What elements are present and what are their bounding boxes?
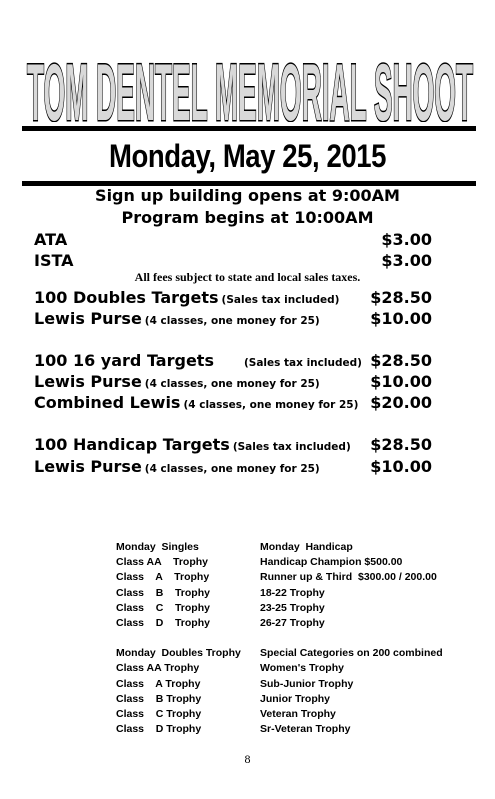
banner-title-text: TOM DENTEL MEMORIAL SHOOT [27, 47, 474, 122]
fee-amount: $3.00 [381, 230, 432, 249]
banner-title [20, 10, 480, 122]
page-number: 8 [244, 752, 251, 766]
event-row [34, 372, 432, 391]
event-amount: $28.50 [370, 351, 432, 370]
event-row [34, 457, 432, 476]
program-line: Program begins at 10:00AM [121, 208, 374, 227]
award-left: Class D Trophy [116, 723, 202, 736]
award-right: Monday Handicap [260, 541, 353, 553]
award-left: Class AA Trophy [116, 662, 200, 675]
event-note: (4 classes, one money for 25) [144, 315, 320, 327]
award-left: Class AA Trophy [116, 556, 208, 569]
event-note: (Sales tax included) [232, 441, 351, 453]
award-row [116, 646, 476, 661]
award-right: Runner up & Third $300.00 / 200.00 [260, 571, 437, 584]
award-row [116, 661, 476, 676]
award-right: Veteran Trophy [260, 707, 336, 720]
event-amount: $20.00 [370, 393, 432, 412]
banner-title-art [20, 10, 480, 122]
event-amount: $10.00 [370, 372, 432, 391]
event-note: (4 classes, one money for 25) [144, 378, 320, 390]
event-name: Combined Lewis [34, 393, 181, 412]
event-row [34, 288, 432, 307]
event-row [34, 393, 432, 412]
event-amount: $10.00 [370, 457, 432, 476]
top-rule [22, 126, 476, 131]
event-note: (Sales tax included) [221, 294, 340, 306]
event-name: Lewis Purse [34, 372, 142, 391]
event-amount: $28.50 [370, 435, 432, 454]
fee-row-ata [34, 230, 432, 249]
award-right: Sub-Junior Trophy [260, 677, 354, 690]
fee-amount: $3.00 [381, 251, 432, 270]
event-name: 100 16 yard Targets [34, 351, 214, 370]
award-left: Class D Trophy [116, 616, 210, 629]
award-row [116, 707, 476, 722]
award-right: Women's Trophy [260, 662, 344, 675]
award-row [116, 677, 476, 692]
award-left: Class A Trophy [116, 571, 210, 584]
award-left: Monday Singles [116, 541, 199, 553]
award-row [116, 616, 476, 631]
awards-list [116, 540, 476, 737]
award-row [116, 586, 476, 601]
event-row [34, 309, 432, 328]
award-left: Class C Trophy [116, 601, 210, 614]
award-row [116, 555, 476, 570]
signup-line: Sign up building opens at 9:00AM [95, 186, 400, 205]
event-row [34, 435, 432, 454]
award-right: Handicap Champion $500.00 [260, 556, 403, 569]
award-left: Class A Trophy [116, 677, 201, 690]
award-right: Special Categories on 200 combined [260, 647, 443, 660]
date-heading: Monday, May 25, 2015 [109, 138, 386, 174]
event-note: (Sales tax included) [243, 357, 362, 369]
award-row [116, 722, 476, 737]
award-row [116, 692, 476, 707]
event-name: 100 Handicap Targets [34, 435, 230, 454]
award-row [116, 601, 476, 616]
award-row [116, 540, 476, 555]
event-name: Lewis Purse [34, 309, 142, 328]
fee-row-ista [34, 251, 432, 270]
award-right: 18-22 Trophy [260, 586, 325, 599]
award-left: Class B Trophy [116, 692, 202, 705]
event-name: 100 Doubles Targets [34, 288, 219, 307]
award-right: 23-25 Trophy [260, 601, 325, 614]
event-name: Lewis Purse [34, 457, 142, 476]
event-note: (4 classes, one money for 25) [183, 399, 359, 411]
award-right: Sr-Veteran Trophy [260, 723, 351, 736]
fees-note: All fees subject to state and local sales taxes. [134, 270, 361, 284]
award-left: Class C Trophy [116, 707, 202, 720]
award-right: Junior Trophy [260, 692, 331, 705]
award-right: 26-27 Trophy [260, 616, 325, 629]
fee-name: ISTA [34, 251, 74, 270]
award-left: Monday Doubles Trophy [116, 647, 241, 660]
awards-gap [116, 631, 476, 646]
fee-name: ATA [34, 230, 68, 249]
award-row [116, 570, 476, 585]
event-amount: $28.50 [370, 288, 432, 307]
event-note: (4 classes, one money for 25) [144, 463, 320, 475]
event-row [34, 351, 432, 370]
award-left: Class B Trophy [116, 586, 210, 599]
event-amount: $10.00 [370, 309, 432, 328]
